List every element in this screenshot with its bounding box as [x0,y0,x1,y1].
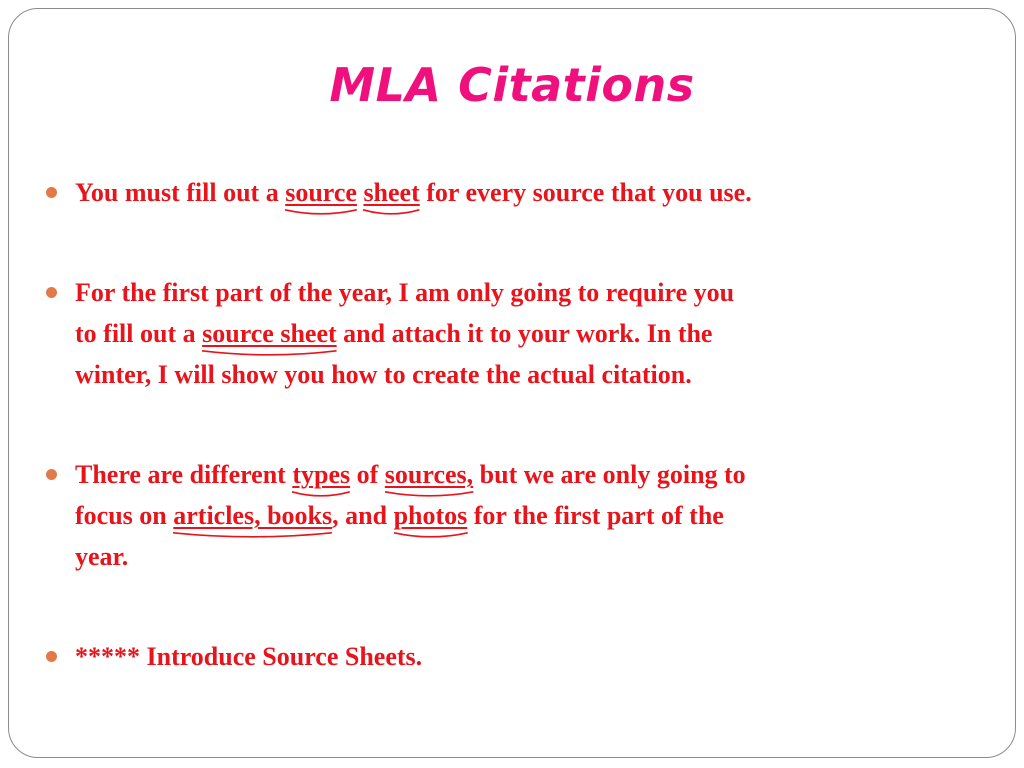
underlined-word: articles, books [173,499,332,535]
bullet-dot-icon [46,651,57,662]
text-run: for every source that you use. [419,178,752,207]
handwritten-underline [292,490,350,499]
bullet-item [44,454,746,577]
bullet-item [44,636,422,677]
bullet-line [75,313,734,354]
text-run: You must fill out a [75,178,286,207]
text-run: , and [332,501,394,530]
text-run: and attach it to your work. In the [336,319,713,348]
bullet-line: For the first part of the year, I am only going to require you [75,278,735,307]
text-run: for the first part of the [467,501,724,530]
bullet-text [75,178,752,207]
text-run: to fill out a [75,319,203,348]
underlined-word: sheet [363,176,419,212]
bullet-line: winter, I will show you how to create the actual citation. [75,360,692,389]
handwritten-underline [385,490,473,499]
handwritten-underline [363,208,419,217]
bullet-item [44,272,734,395]
bullet-dot-icon [46,187,57,198]
bullet-text: ***** Introduce Source Sheets. [75,642,423,671]
handwritten-underline [394,531,468,540]
slide-title: MLA Citations [329,58,695,112]
bullet-line [75,454,746,495]
underlined-word: source sheet [202,317,337,353]
bullet-dot-icon [46,469,57,480]
bullet-dot-icon [46,287,57,298]
handwritten-underline [173,531,332,540]
text-run: focus on [75,501,174,530]
underlined-word: source [285,176,357,212]
text-run: but we are only going to [473,460,746,489]
underlined-word: photos [394,499,468,535]
bullet-line: year. [75,542,129,571]
underlined-word: types [292,458,350,494]
text-run: There are different [75,460,293,489]
bullet-line [75,495,746,536]
bullet-item [44,172,752,213]
handwritten-underline [285,208,357,217]
text-run: of [350,460,385,489]
underlined-word: sources, [385,458,473,494]
handwritten-underline [202,349,337,358]
